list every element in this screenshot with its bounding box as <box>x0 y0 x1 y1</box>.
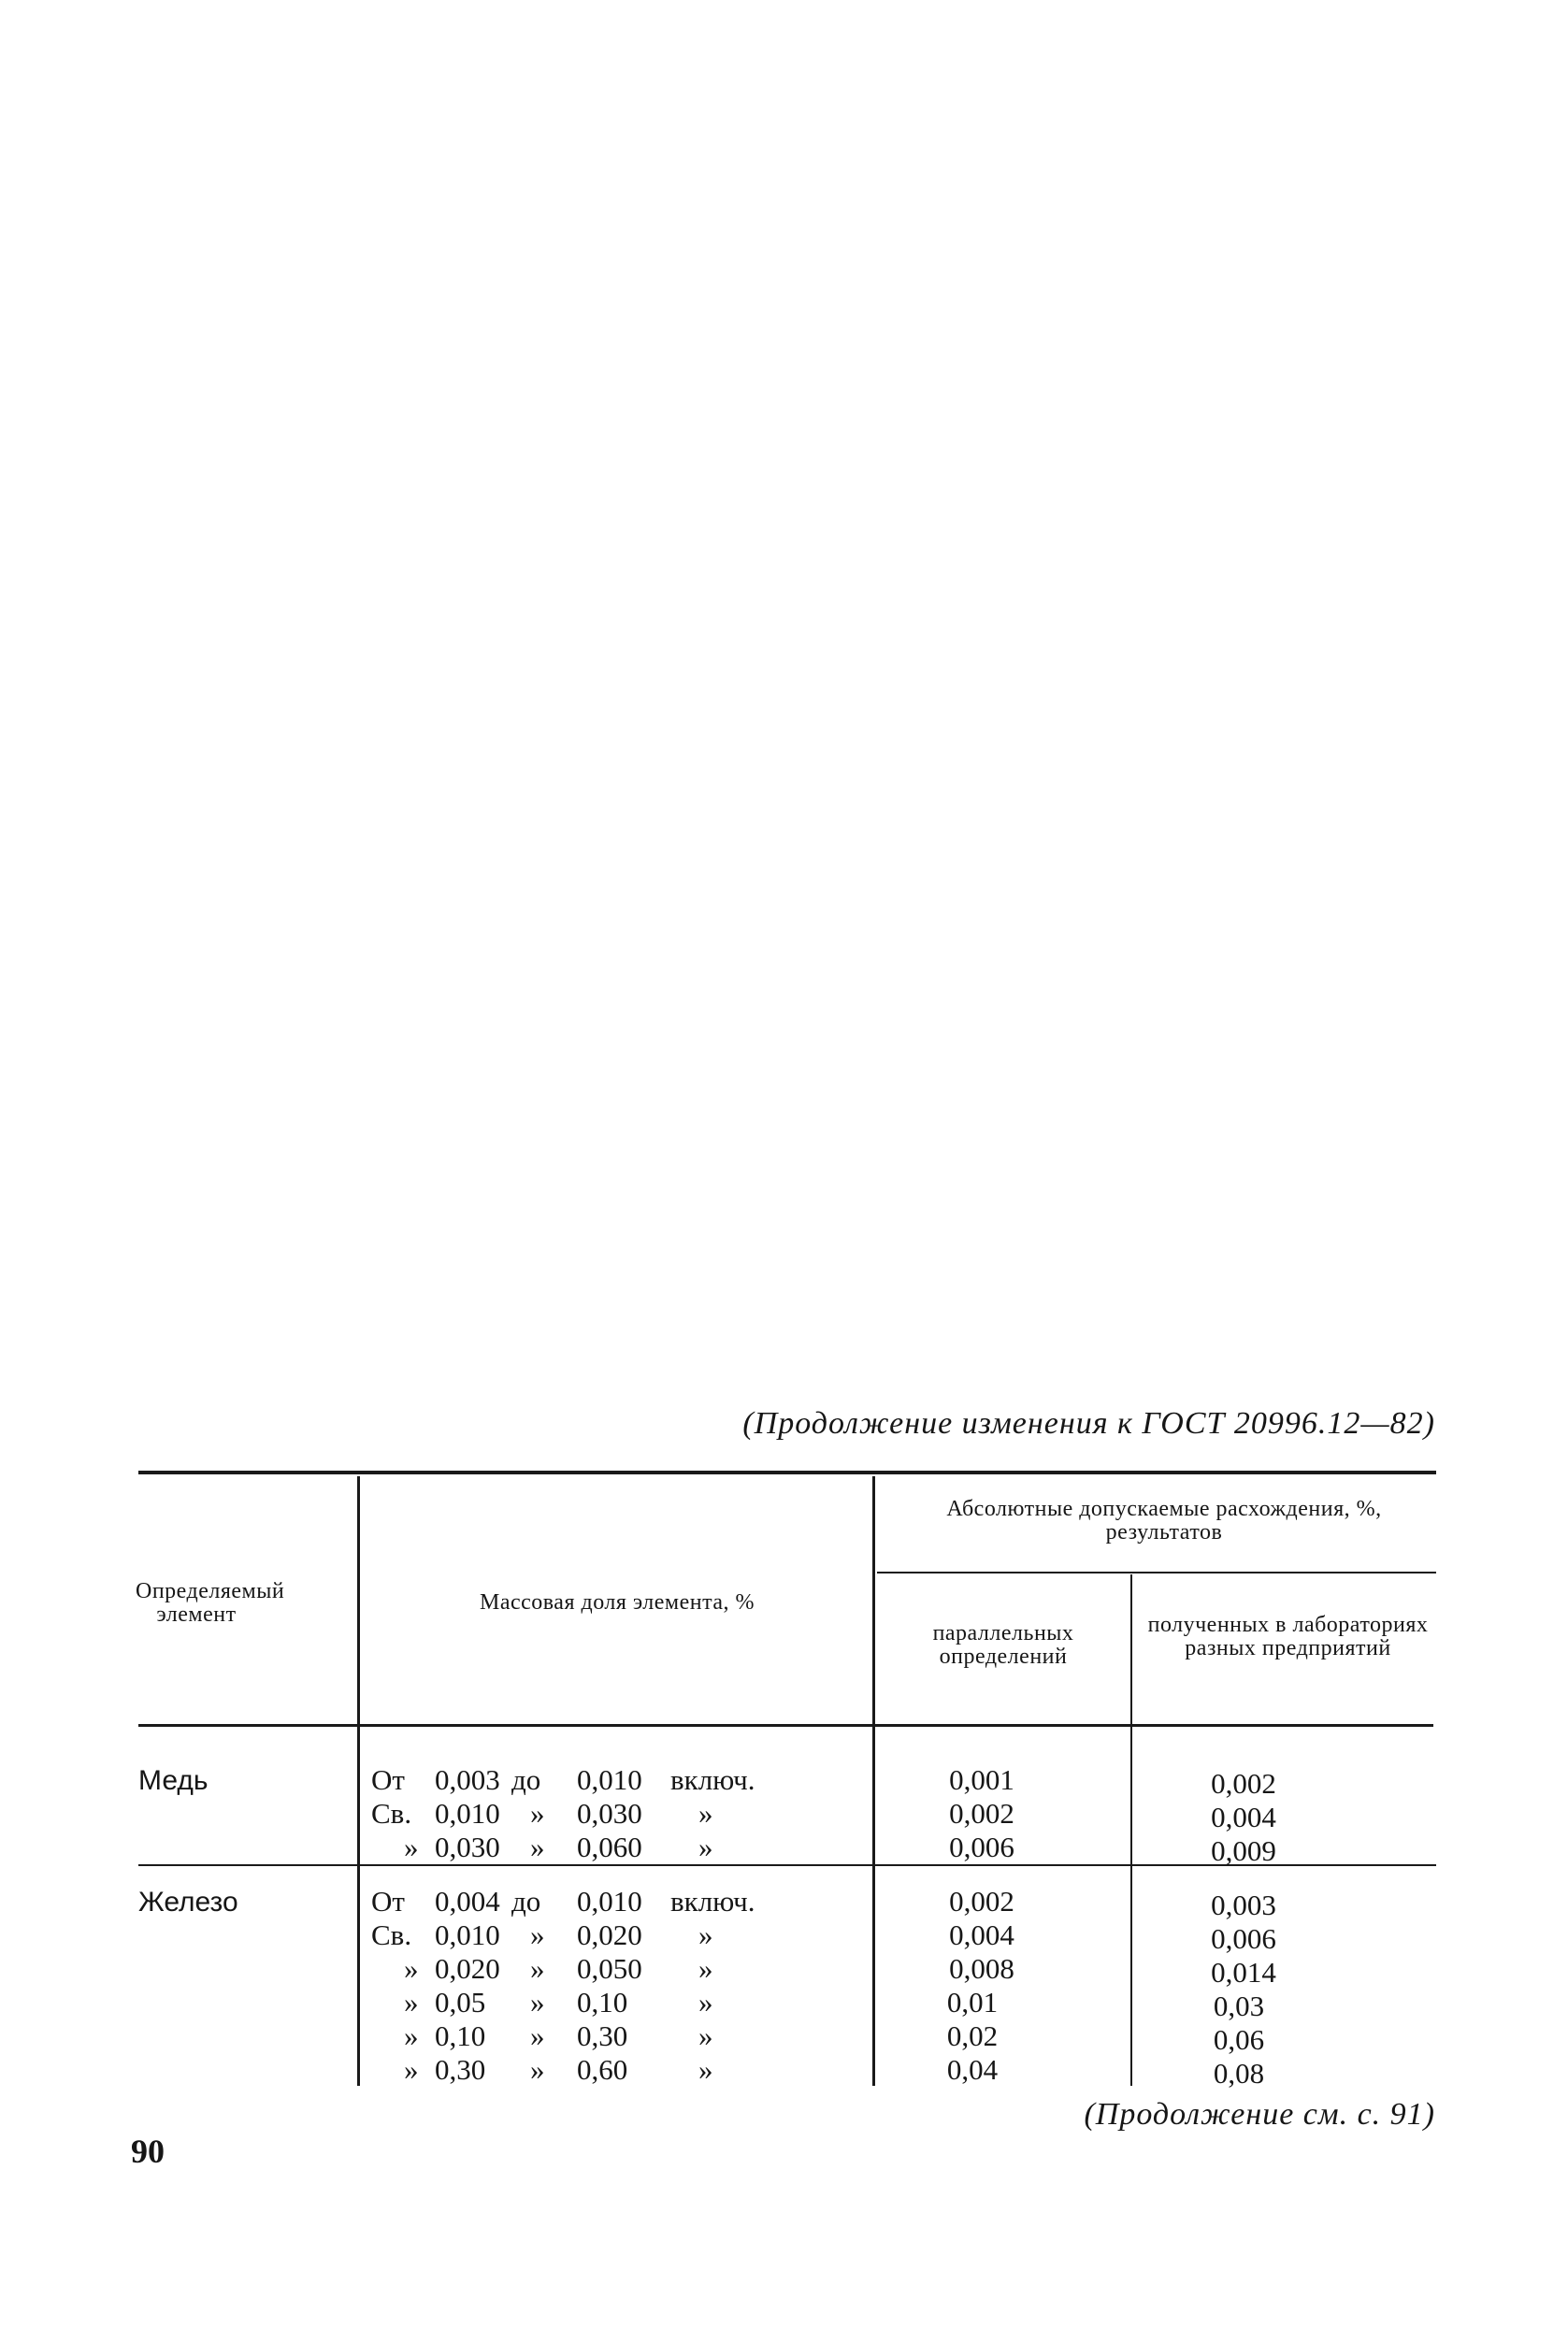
labs-value: 0,004 <box>1211 1801 1276 1833</box>
header-labs: полученных в лабораториях разных предприятий <box>1147 1613 1429 1660</box>
parallel-value: 0,002 <box>949 1797 1014 1830</box>
labs-value: 0,08 <box>1213 2057 1265 2090</box>
labs-value: 0,009 <box>1211 1834 1276 1867</box>
continuation-footer: (Продолжение см. с. 91) <box>1084 2097 1435 2132</box>
table-top-rule <box>138 1471 1436 1474</box>
parallel-value: 0,001 <box>949 1763 1014 1796</box>
labs-value: 0,014 <box>1211 1956 1276 1989</box>
parallel-value: 0,006 <box>949 1831 1014 1863</box>
column-divider-1 <box>357 1476 360 2086</box>
header-mass-fraction: Массовая доля элемента, % <box>479 1590 755 1615</box>
labs-value: 0,006 <box>1211 1922 1276 1955</box>
header-parallel: параллельных определений <box>932 1621 1074 1669</box>
header-discrepancy-group: Абсолютные допускаемые расхождения, %, результатов <box>946 1497 1382 1545</box>
header-bottom-rule <box>138 1724 1433 1727</box>
parallel-value: 0,002 <box>949 1885 1014 1918</box>
parallel-value: 0,004 <box>949 1918 1014 1951</box>
parallel-value: 0,01 <box>946 1986 999 2019</box>
subheader-rule <box>877 1572 1436 1573</box>
labs-value: 0,003 <box>1211 1889 1276 1921</box>
page-number: 90 <box>131 2133 165 2170</box>
header-element: Определяемый элемент <box>136 1579 285 1627</box>
labs-value: 0,03 <box>1213 1990 1265 2022</box>
parallel-value: 0,008 <box>949 1952 1014 1985</box>
element-name-iron: Железо <box>138 1887 238 1918</box>
parallel-value: 0,04 <box>946 2053 999 2086</box>
parallel-value: 0,02 <box>946 2019 999 2052</box>
element-name-copper: Медь <box>138 1765 209 1796</box>
continuation-header: (Продолжение изменения к ГОСТ 20996.12—82) <box>742 1406 1435 1441</box>
labs-value: 0,06 <box>1213 2023 1265 2056</box>
labs-value: 0,002 <box>1211 1767 1276 1800</box>
